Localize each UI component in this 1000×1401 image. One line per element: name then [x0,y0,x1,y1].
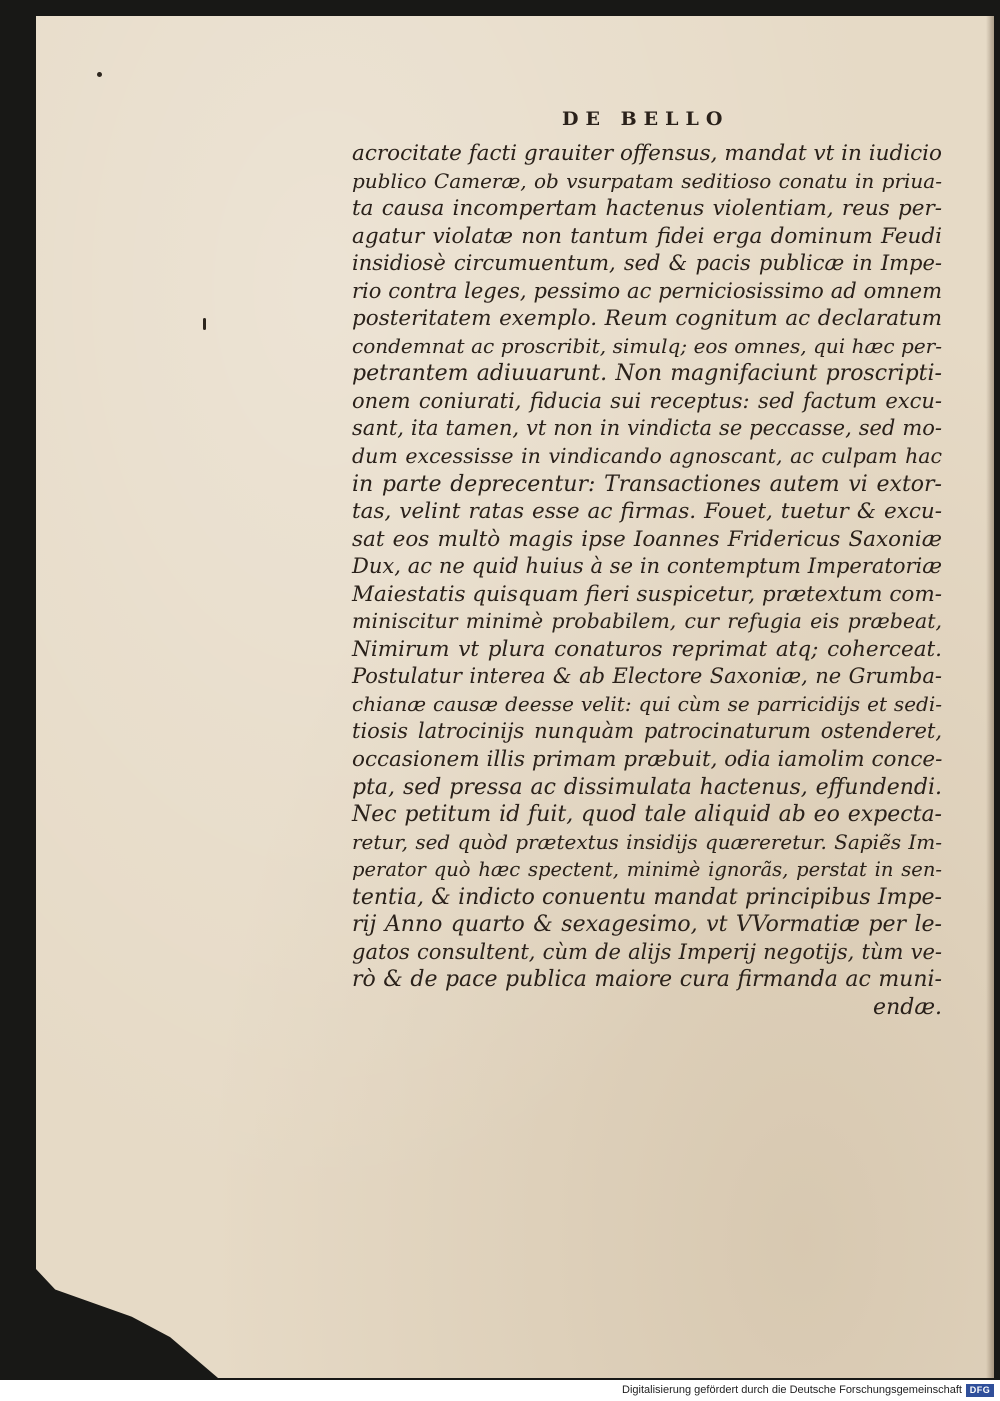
text-line: ta causa incompertam hactenus violentiam, reus per- [352,196,942,222]
text-line: perator quò hæc spectent, minimè ignorãs, perstat in sen- [352,858,942,882]
running-head: DE BELLO [562,108,730,130]
text-line: petrantem adiuuarunt. Non magnifaciunt proscripti- [352,361,942,387]
text-line: sat eos multò magis ipse Ioannes Fridericus Saxoniæ [352,526,942,552]
text-line: Dux, ac ne quid huius à se in contemptum Imperatoriæ [352,554,942,579]
text-line: Nec petitum id fuit, quod tale aliquid ab eo expecta- [352,802,942,828]
text-line: pta, sed pressa ac dissimulata hactenus, effundendi. [352,774,942,800]
digitization-footer [0,1380,1000,1401]
footer-credit: Digitalisierung gefördert durch die Deutsche Forschungsgemeinschaft [622,1384,962,1396]
text-line: agatur violatæ non tantum fidei erga dominum Feudi [352,223,942,249]
text-line: retur, sed quòd prætextus insidijs quæreretur. Sapiẽs Im- [352,829,942,854]
text-line: rij Anno quarto & sexagesimo, vt VVormatiæ per le- [352,912,942,938]
text-line: Nimirum vt plura conaturos reprimat atq; coherceat. [352,636,942,662]
text-line: endæ. [873,994,942,1020]
text-line: gatos consultent, cùm de alijs Imperij negotijs, tùm ve- [352,939,942,964]
text-line: publico Cameræ, ob vsurpatam seditioso conatu in priua- [352,168,942,193]
text-line: tas, velint ratas esse ac firmas. Fouet, tuetur & excu- [352,499,942,525]
ink-speck [97,72,102,77]
text-line: sant, ita tamen, vt non in vindicta se peccasse, sed mo- [352,416,942,441]
text-line: chianæ causæ deesse velit: qui cùm se parricidijs et sedi- [352,691,942,716]
text-line: in parte deprecentur: Transactiones autem vi extor- [352,471,942,497]
text-line: insidiosè circumuentum, sed & pacis publicæ in Impe- [352,251,942,276]
text-line: occasionem illis primam præbuit, odia iamolim conce- [352,747,943,773]
text-line: rò & de pace publica maiore cura firmanda ac muni- [352,967,942,993]
text-line: posteritatem exemplo. Reum cognitum ac declaratum [352,306,942,332]
text-line: condemnat ac proscribit, simulq; eos omnes, qui hæc per- [352,333,942,358]
text-line: tentia, & indicto conuentu mandat principibus Impe- [352,884,942,910]
text-line: miniscitur minimè probabilem, cur refugia eis præbeat, [352,609,942,634]
ink-speck [203,318,206,330]
text-line: dum excessisse in vindicando agnoscant, ac culpam hac [352,444,942,469]
text-line: Postulatur interea & ab Electore Saxoniæ, ne Grumba- [352,664,942,689]
page-edge-shadow [986,16,994,1378]
text-line: onem coniurati, fiducia sui receptus: sed factum excu- [352,388,942,413]
text-line: tiosis latrocinijs nunquàm patrocinaturum ostenderet, [352,719,942,744]
text-line: rio contra leges, pessimo ac perniciosissimo ad omnem [352,278,942,303]
text-line: acrocitate facti grauiter offensus, mandat vt in iudicio [352,141,942,166]
text-line: Maiestatis quisquam fieri suspicetur, prætextum com- [352,581,943,607]
dfg-logo-icon: DFG [966,1384,994,1397]
body-text [352,140,942,1022]
